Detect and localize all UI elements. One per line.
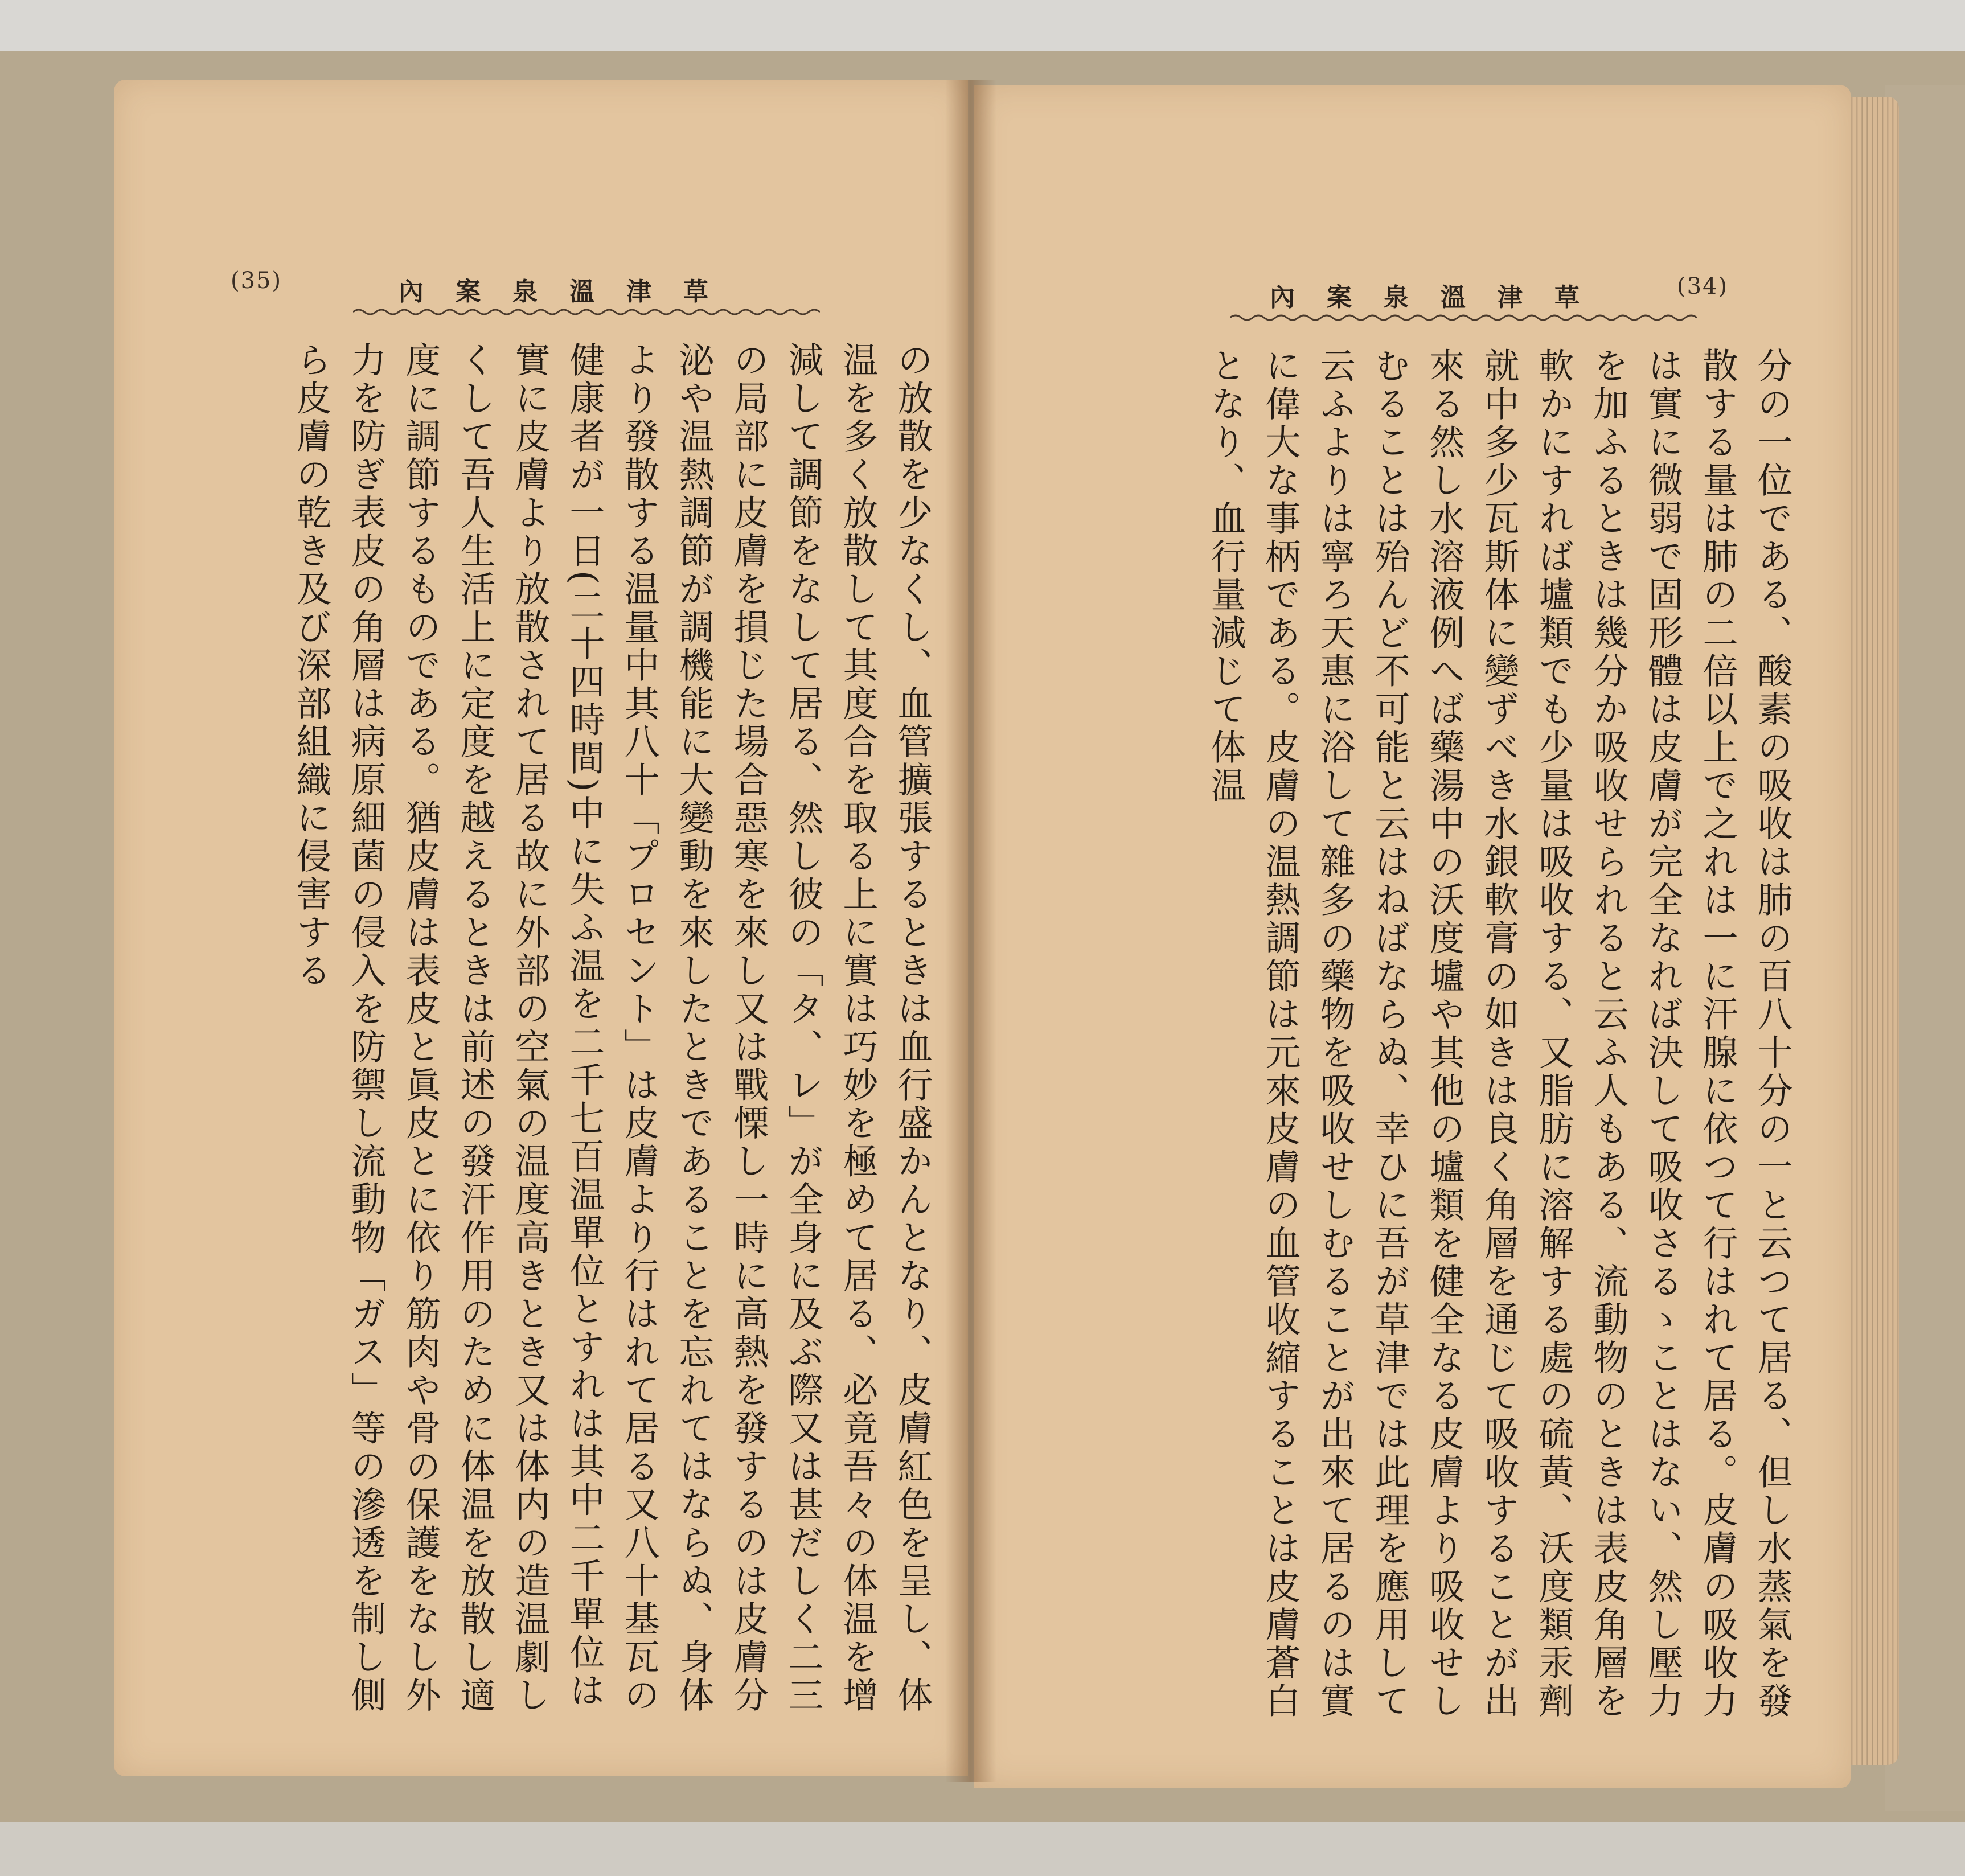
right-page-number: (34) bbox=[1677, 273, 1729, 299]
right-header-rule bbox=[1230, 313, 1697, 322]
right-page-body-text: 分の一位である、酸素の吸收は肺の百八十分の一と云つて居る、但し水蒸氣を發散する量は肺の二倍以上で之れは一に汗腺に依つて行はれて居る。皮膚の吸收力は實に微弱で固形體は皮膚が完全なれば決して吸收さるゝことはない、然し壓力を加ふるときは幾分か吸收せられると云ふ人もある、流動物のときは表皮角層を軟かにすれば壚類でも少量は吸收する、又脂肪に溶解する處の硫黃、沃度類汞劑就中多少瓦斯体に變ずべき水銀軟膏の如きは良く角層を通じて吸收することが出來る然し水溶液例へば藥湯中の沃度壚や其他の壚類を健全なる皮膚より吸收せしむることは殆んど不可能と云はねばならぬ、幸ひに吾が草津では此理を應用して云ふよりは寧ろ天惠に浴して雜多の藥物を吸收せしむることが出來て居るのは實に偉大な事柄である。皮膚の温熱調節は元來皮膚の血管收縮することは皮膚蒼白となり、血行量減じて体温 bbox=[1205, 347, 1793, 1721]
page-edges bbox=[1848, 97, 1899, 1765]
left-page-number: (35) bbox=[231, 268, 282, 294]
left-header-rule bbox=[353, 307, 820, 317]
left-page-body-text: の放散を少なくし、血管擴張するときは血行盛かんとなり、皮膚紅色を呈し、体温を多く放散して其度合を取る上に實は巧妙を極めて居る、必竟吾々の体温を增減して調節をなして居る、然し彼の「タ、レ」が全身に及ぶ際又は甚だしく二三の局部に皮膚を損じた場合惡寒を來し又は戰慄し一時に高熱を發するのは皮膚分泌や温熱調節が調機能に大變動を來したときであることを忘れてはならぬ、身体より發散する温量中其八十「プロセント」は皮膚より行はれて居る又八十基瓦の健康者が一日(二十四時間)中に失ふ温を二千七百温單位とすれは其中二千單位は實に皮膚より放散されて居る故に外部の空氣の温度高きとき又は体内の造温劇しくして吾人生活上に定度を越えるときは前述の發汗作用のために体温を放散し適度に調節するものである。猶皮膚は表皮と眞皮とに依り筋肉や骨の保護をなし外力を防ぎ表皮の角層は病原細菌の侵入を防禦し流動物「ガス」等の滲透を制し側ら皮膚の乾き及び深部組織に侵害する bbox=[290, 342, 933, 1715]
right-page bbox=[974, 85, 1851, 1788]
right-running-header: 內 案 泉 溫 津 草 bbox=[1270, 283, 1583, 312]
book-gutter bbox=[945, 80, 996, 1782]
background-top bbox=[0, 0, 1965, 54]
left-running-header: 內 案 泉 溫 津 草 bbox=[399, 277, 712, 306]
left-page bbox=[114, 80, 968, 1776]
